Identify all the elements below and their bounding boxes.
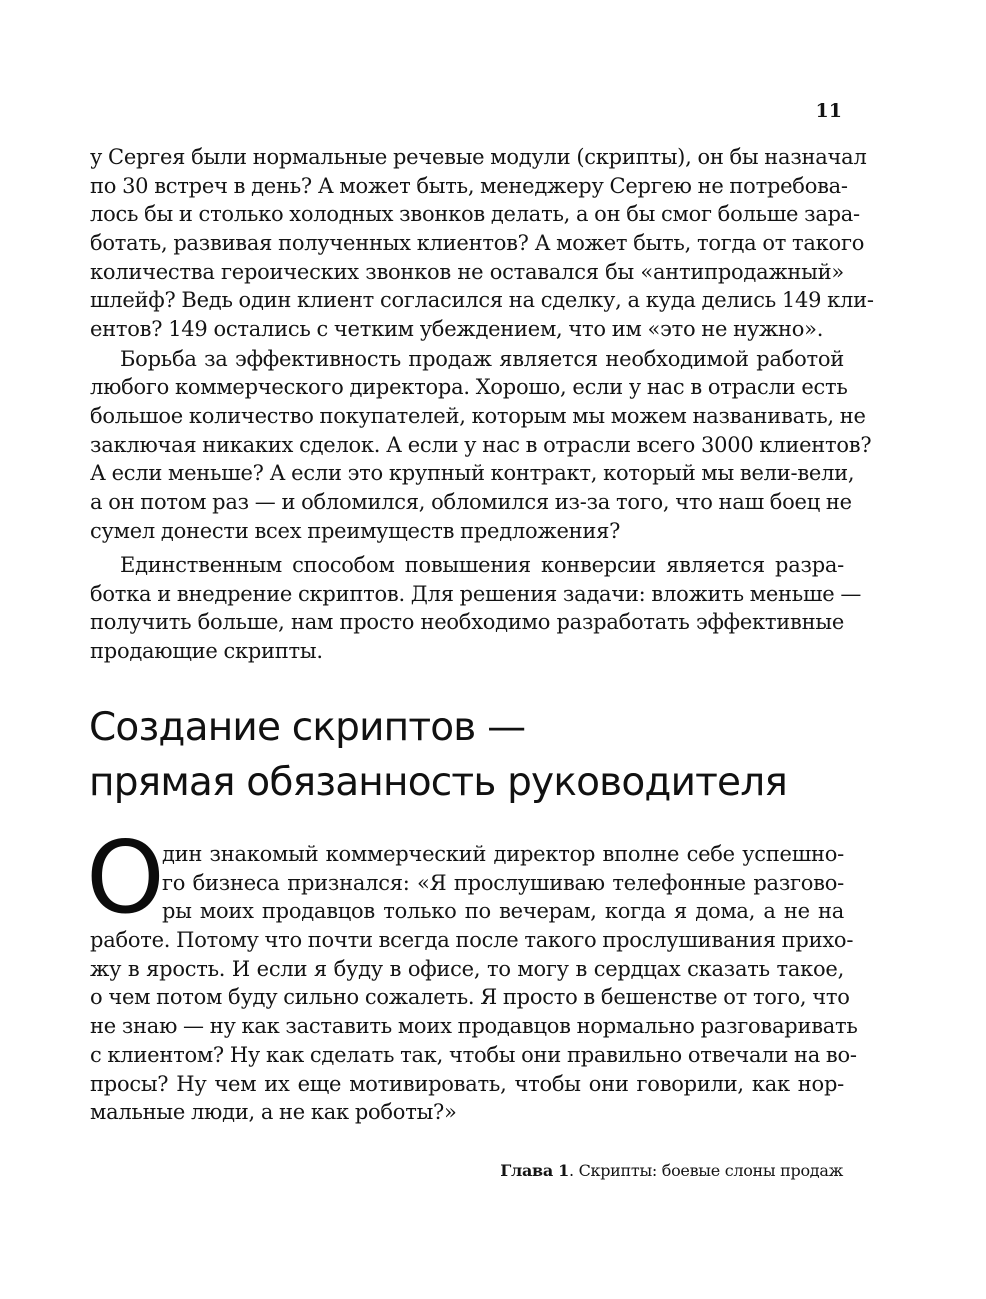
text-line: ботать, развивая полученных клиентов? А может быть, тогда от такого [90, 231, 865, 256]
text-line: о чем потом буду сильно сожалеть. Я просто в бешенстве от того, что [90, 985, 850, 1010]
text-line: Борьба за эффективность продаж является необходимой работой [120, 346, 844, 371]
text-line: лось бы и столько холодных звонков делать, а он бы смог больше зара- [90, 202, 860, 227]
section-heading [89, 700, 849, 810]
text-line: мальные люди, а не как роботы?» [90, 1100, 457, 1125]
text-line: заключая никаких сделок. А если у нас в отрасли всего 3000 клиентов? [90, 432, 872, 457]
text-line: сумел донести всех преимуществ предложения? [90, 518, 621, 543]
paragraph-1 [90, 143, 874, 344]
section-heading-line-1: Создание скриптов — [89, 705, 526, 750]
text-line: ботка и внедрение скриптов. Для решения задачи: вложить меньше — [90, 581, 862, 606]
footer-chapter-label: Глава 1 [500, 1161, 570, 1180]
text-line: просы? Ну чем их еще мотивировать, чтобы они говорили, как нор- [90, 1071, 844, 1096]
text-line: продающие скрипты. [90, 639, 323, 664]
text-line: ры моих продавцов только по вечерам, когда я дома, а не на [162, 899, 844, 924]
text-line: по 30 встреч в день? А может быть, менеджеру Сергею не потребова- [90, 173, 848, 198]
text-line: ентов? 149 остались с четким убеждением, что им «это не нужно». [90, 317, 824, 342]
footer-chapter-title: Скрипты: боевые слоны продаж [578, 1161, 843, 1180]
text-line: любого коммерческого директора. Хорошо, если у нас в отрасли есть [90, 375, 848, 400]
text-line: у Сергея были нормальные речевые модули (скрипты), он бы назначал [90, 145, 867, 169]
text-line: большое количество покупателей, которым мы можем названивать, не [90, 403, 866, 428]
text-line: Единственным способом повышения конверсии является разра- [120, 553, 844, 577]
page-number: 11 [815, 100, 842, 122]
running-footer [400, 1160, 843, 1182]
text-line: не знаю — ну как заставить моих продавцов нормально разговаривать [90, 1014, 858, 1039]
text-line: получить больше, нам просто необходимо разработать эффективные [90, 610, 844, 635]
dropcap-paragraph [86, 819, 858, 1127]
text-line: дин знакомый коммерческий директор вполне себе успешно- [162, 842, 844, 866]
text-line: А если меньше? А если это крупный контракт, который мы вели-вели, [90, 461, 855, 486]
paragraph-3 [90, 551, 862, 666]
drop-cap-letter: О [86, 819, 165, 936]
section-heading-line-2: прямая обязанность руководителя [89, 760, 788, 805]
text-line: го бизнеса признался: «Я прослушиваю телефонные разгово- [162, 870, 844, 895]
text-line: работе. Потому что почти всегда после такого прослушивания прихо- [90, 928, 854, 953]
text-line: жу в ярость. И если я буду в офисе, то могу в сердцах сказать такое, [90, 956, 844, 981]
text-line: шлейф? Ведь один клиент согласился на сделку, а куда делись 149 кли- [90, 288, 874, 313]
text-line: с клиентом? Ну как сделать так, чтобы они правильно отвечали на во- [90, 1042, 857, 1067]
footer-separator: . [569, 1161, 579, 1180]
text-line: а он потом раз — и обломился, обломился из-за того, что наш боец не [90, 489, 852, 514]
paragraph-2 [90, 345, 872, 546]
text-line: количества героических звонков не оставался бы «антипродажный» [90, 259, 844, 284]
